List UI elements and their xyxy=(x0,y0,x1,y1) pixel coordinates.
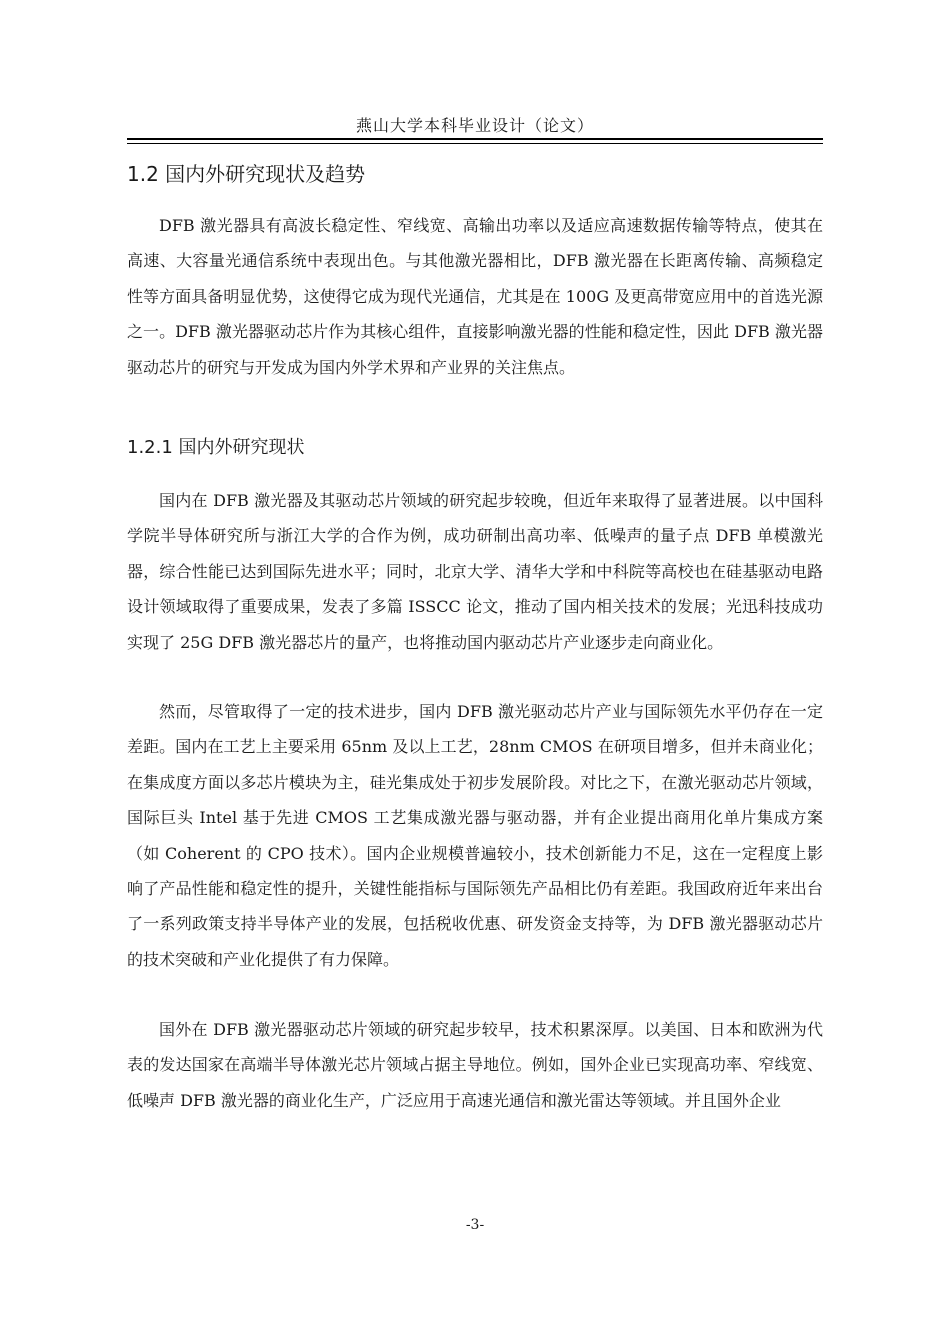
header-rule-thick xyxy=(127,138,823,140)
section-title: 1.2 国内外研究现状及趋势 xyxy=(127,162,366,186)
paragraph-domestic-gap: 然而，尽管取得了一定的技术进步，国内 DFB 激光驱动芯片产业与国际领先水平仍存在一定差距。国内在工艺上主要采用 65nm 及以上工艺，28nm CMOS 在研项目增多，但并未商业化；在集成度方面以多芯片模块为主，硅光集成处于初步发展阶段。对比之下，在激光驱动芯片领域，国际巨头 Intel 基于先进 CMOS 工艺集成激光器与驱动器，并有企业提出商用化单片集成方案（如 Coherent 的 CPO 技术）。国内企业规模普遍较小，技术创新能力不足，这在一定程度上影响了产品性能和稳定性的提升，关键性能指标与国际领先产品相比仍有差距。我国政府近年来出台了一系列政策支持半导体产业的发展，包括税收优惠、研发资金支持等，为 DFB 激光器驱动芯片的技术突破和产业化提供了有力保障。 xyxy=(127,702,823,969)
subsection-title: 1.2.1 国内外研究现状 xyxy=(127,437,305,458)
section-intro-paragraph: DFB 激光器具有高波长稳定性、窄线宽、高输出功率以及适应高速数据传输等特点，使其在高速、大容量光通信系统中表现出色。与其他激光器相比，DFB 激光器在长距离传输、高频稳定性等方面具备明显优势，这使得它成为现代光通信，尤其是在 100G 及更高带宽应用中的首选光源之一。DFB 激光器驱动芯片作为其核心组件，直接影响激光器的性能和稳定性，因此 DFB 激光器驱动芯片的研究与开发成为国内外学术界和产业界的关注焦点。 xyxy=(127,216,823,377)
page-header: 燕山大学本科毕业设计（论文） xyxy=(355,116,594,135)
paragraph-domestic-research: 国内在 DFB 激光器及其驱动芯片领域的研究起步较晚，但近年来取得了显著进展。以中国科学院半导体研究所与浙江大学的合作为例，成功研制出高功率、低噪声的量子点 DFB 单模激光器，综合性能已达到国际先进水平；同时，北京大学、清华大学和中科院等高校也在硅基驱动电路设计领域取得了重要成果，发表了多篇 ISSCC 论文，推动了国内相关技术的发展；光迅科技成功实现了 25G DFB 激光器芯片的量产，也将推动国内驱动芯片产业逐步走向商业化。 xyxy=(127,491,823,652)
page-number: -3- xyxy=(465,1217,485,1233)
header-rule-thin xyxy=(127,143,823,144)
paragraph-foreign-research: 国外在 DFB 激光器驱动芯片领域的研究起步较早，技术积累深厚。以美国、日本和欧洲为代表的发达国家在高端半导体激光芯片领域占据主导地位。例如，国外企业已实现高功率、窄线宽、低噪声 DFB 激光器的商业化生产，广泛应用于高速光通信和激光雷达等领域。并且国外企业 xyxy=(127,1020,823,1110)
